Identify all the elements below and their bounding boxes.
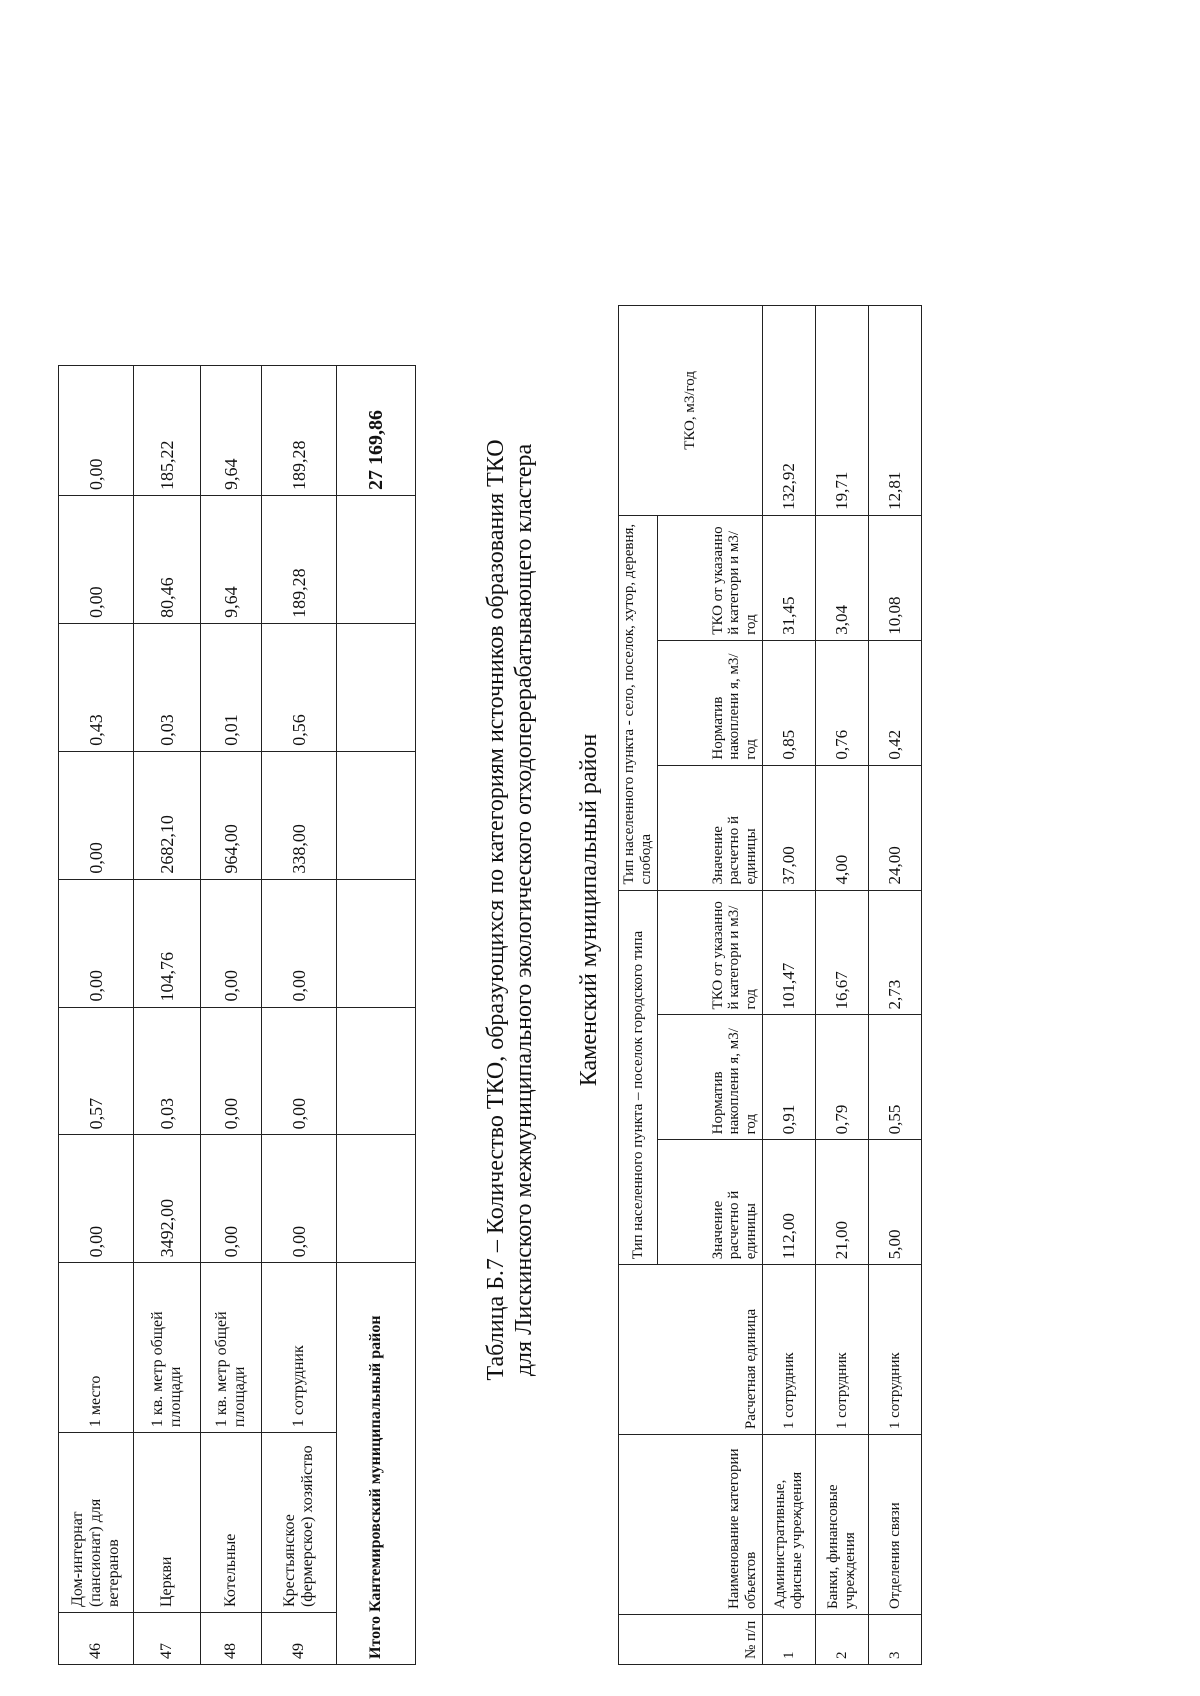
header-group-rural: Тип населенного пункта - село, поселок, хутор, деревня, слобода: [619, 515, 658, 890]
value-cell: 0,55: [869, 1015, 922, 1140]
category-name: Банки, финансовые учреждения: [816, 1435, 869, 1615]
category-name: Административные, офисные учреждения: [763, 1435, 816, 1615]
value-cell: 0,00: [59, 1135, 134, 1263]
district-title: Каменский муниципальный район: [576, 733, 602, 1087]
value-cell: 37,00: [763, 765, 816, 890]
value-cell: 0,56: [262, 623, 337, 751]
row-number: 3: [869, 1615, 922, 1665]
value-cell: 104,76: [134, 879, 201, 1007]
value-cell: 0,85: [763, 640, 816, 765]
total-cell: 189,28: [262, 366, 337, 496]
unit: 1 сотрудник: [816, 1265, 869, 1435]
table-caption-line1: Таблица Б.7 – Количество ТКО, образующихся по категориям источников образования ТКО: [483, 439, 509, 1381]
value-cell: 0,00: [262, 879, 337, 1007]
header-value: Значение расчетно й единицы: [658, 1140, 763, 1265]
category-name: Отделения связи: [869, 1435, 922, 1615]
unit: 1 сотрудник: [763, 1265, 816, 1435]
unit: 1 сотрудник: [262, 1263, 337, 1433]
value-cell: 112,00: [763, 1140, 816, 1265]
value-cell: 0,00: [262, 1135, 337, 1263]
value-cell: 0,00: [59, 496, 134, 624]
row-number: 48: [201, 1613, 262, 1665]
header-tko-category: ТКО от указанно й категори и м3/год: [658, 890, 763, 1015]
bottom-table-wrapper: [618, 305, 922, 1665]
value-cell: 964,00: [201, 751, 262, 879]
total-row: [337, 366, 416, 1665]
header-tko-category: ТКО от указанно й категори и м3/год: [658, 515, 763, 640]
unit: 1 кв. метр общей площади: [134, 1263, 201, 1433]
header-no: № п/п: [619, 1615, 763, 1665]
value-cell: 0,00: [59, 879, 134, 1007]
row-number: 1: [763, 1615, 816, 1665]
total-cell: 19,71: [816, 306, 869, 516]
value-cell: 0,43: [59, 623, 134, 751]
caption-block: [482, 220, 603, 1600]
category-name: Крестьянское (фермерское) хозяйство: [262, 1433, 337, 1613]
value-cell: 31,45: [763, 515, 816, 640]
table-caption-line2: для Лискинского межмуниципального экологического отходоперерабатывающего кластера: [511, 443, 537, 1377]
table-row: [869, 306, 922, 1665]
total-cell: 12,81: [869, 306, 922, 516]
value-cell: 16,67: [816, 890, 869, 1015]
row-number: 2: [816, 1615, 869, 1665]
top-table-wrapper: [58, 365, 416, 1665]
table-row: [201, 366, 262, 1665]
unit: 1 кв. метр общей площади: [201, 1263, 262, 1433]
value-cell: 189,28: [262, 496, 337, 624]
total-label: Итого Кантемировский муниципальный район: [337, 1263, 416, 1665]
value-cell: 0,79: [816, 1015, 869, 1140]
value-cell: 0,03: [134, 623, 201, 751]
unit: 1 сотрудник: [869, 1265, 922, 1435]
value-cell: 4,00: [816, 765, 869, 890]
header-unit: Расчетная единица: [619, 1265, 763, 1435]
total-cell: 132,92: [763, 306, 816, 516]
row-number: 49: [262, 1613, 337, 1665]
table-row: [262, 366, 337, 1665]
header-norm: Норматив накоплени я, м3/год: [658, 1015, 763, 1140]
value-cell: 0,01: [201, 623, 262, 751]
category-name: Котельные: [201, 1433, 262, 1613]
total-cell: 0,00: [59, 366, 134, 496]
value-cell: 338,00: [262, 751, 337, 879]
header-name: Наименование категории объектов: [619, 1435, 763, 1615]
value-cell: 101,47: [763, 890, 816, 1015]
category-name: Дом-интернат (пансионат) для ветеранов: [59, 1433, 134, 1613]
value-cell: 0,03: [134, 1007, 201, 1135]
table-row: [134, 366, 201, 1665]
table-row: [59, 366, 134, 1665]
header-row: [619, 306, 658, 1665]
row-number: 46: [59, 1613, 134, 1665]
value-cell: 0,42: [869, 640, 922, 765]
value-cell: 3,04: [816, 515, 869, 640]
value-cell: 21,00: [816, 1140, 869, 1265]
value-cell: 5,00: [869, 1140, 922, 1265]
header-tko-total: ТКО, м3/год: [619, 306, 763, 516]
category-name: Церкви: [134, 1433, 201, 1613]
value-cell: 0,00: [201, 1135, 262, 1263]
header-value: Значение расчетно й единицы: [658, 765, 763, 890]
unit: 1 место: [59, 1263, 134, 1433]
value-cell: 0,76: [816, 640, 869, 765]
value-cell: 0,00: [201, 1007, 262, 1135]
value-cell: 0,00: [201, 879, 262, 1007]
grand-total: 27 169,86: [337, 366, 416, 496]
value-cell: 24,00: [869, 765, 922, 890]
bottom-table: [618, 305, 922, 1665]
header-group-urban: Тип населенного пункта – поселок городского типа: [619, 890, 658, 1265]
total-cell: 185,22: [134, 366, 201, 496]
value-cell: 80,46: [134, 496, 201, 624]
top-table: [58, 365, 416, 1665]
header-norm: Норматив накоплени я, м3/год: [658, 640, 763, 765]
value-cell: 3492,00: [134, 1135, 201, 1263]
table-row: [816, 306, 869, 1665]
value-cell: 2,73: [869, 890, 922, 1015]
value-cell: 9,64: [201, 496, 262, 624]
value-cell: 0,00: [262, 1007, 337, 1135]
total-cell: 9,64: [201, 366, 262, 496]
table-row: [763, 306, 816, 1665]
value-cell: 0,91: [763, 1015, 816, 1140]
value-cell: 10,08: [869, 515, 922, 640]
value-cell: 2682,10: [134, 751, 201, 879]
value-cell: 0,00: [59, 751, 134, 879]
row-number: 47: [134, 1613, 201, 1665]
value-cell: 0,57: [59, 1007, 134, 1135]
